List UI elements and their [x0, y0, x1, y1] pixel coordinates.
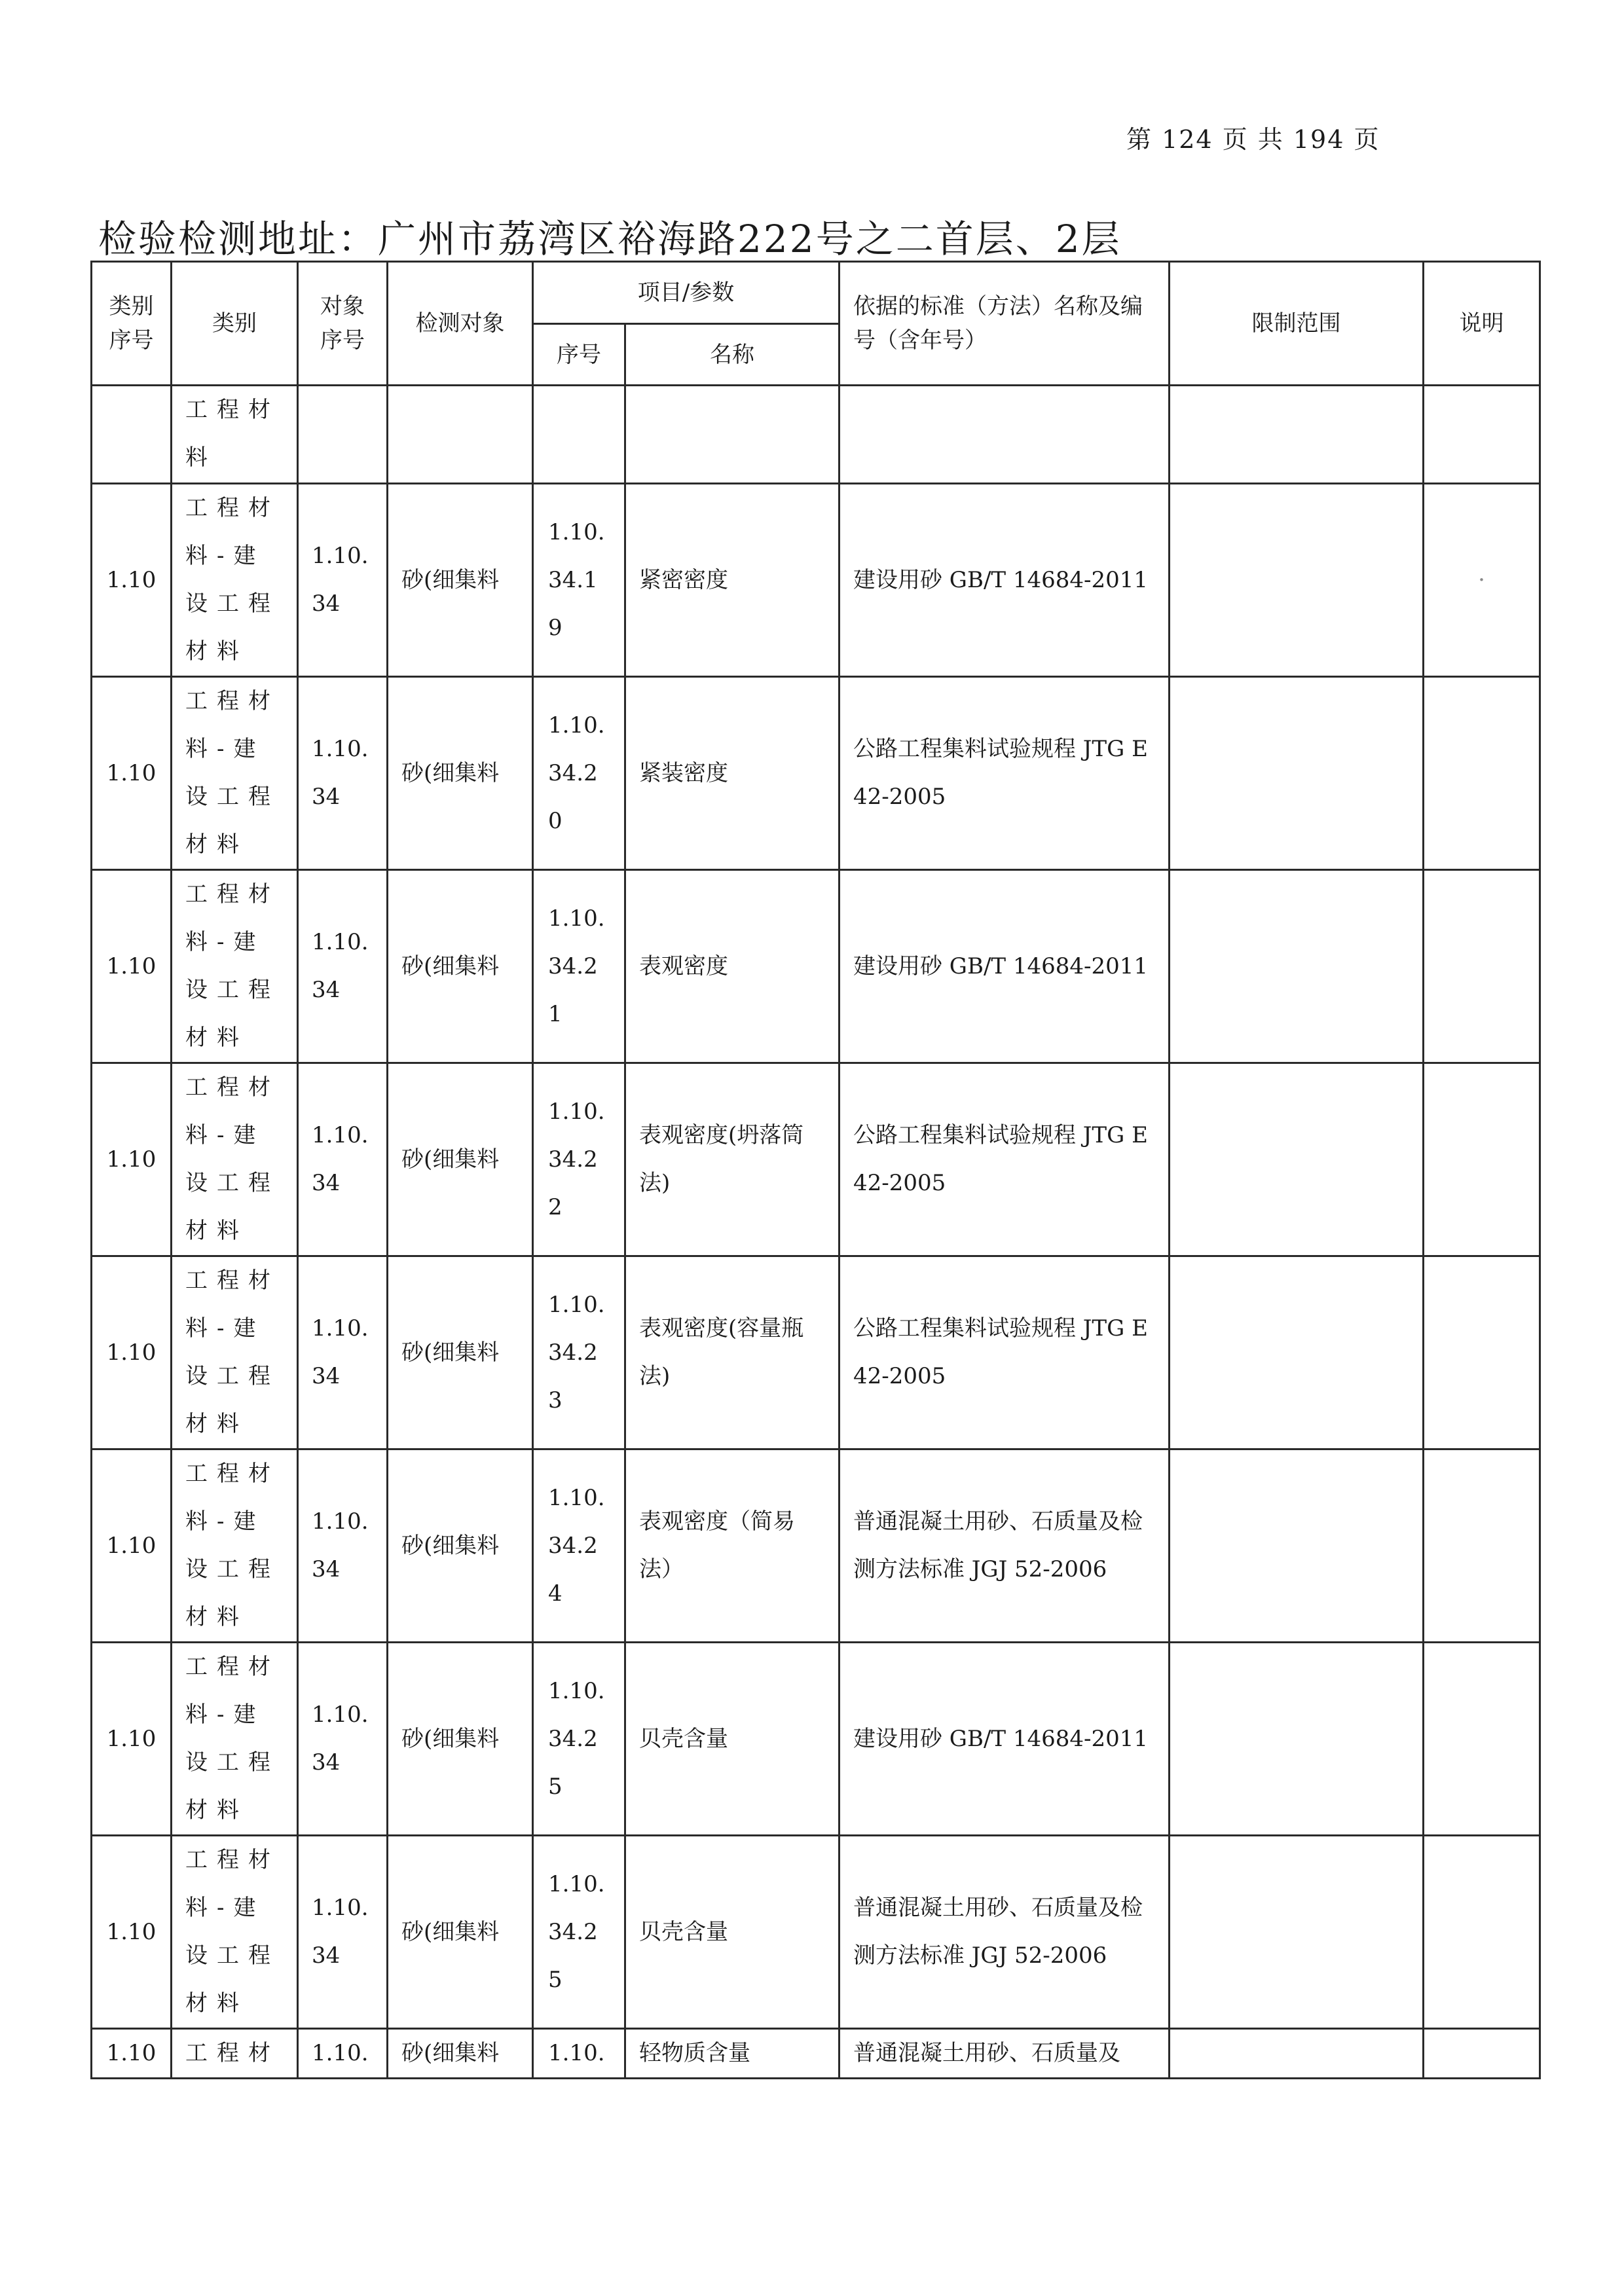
- header-category: 类别: [172, 262, 298, 386]
- table-row: [92, 1256, 1540, 1449]
- cell-category-seq: 1.10: [92, 1449, 172, 1643]
- cell-note: [1424, 2029, 1540, 2079]
- cell-seq: 1.10.34.21: [533, 870, 625, 1063]
- cell-empty: [1170, 386, 1424, 484]
- header-name: 名称: [625, 324, 840, 386]
- cell-empty: [298, 386, 388, 484]
- cell-category: 工程材料-建设工程材料: [172, 1256, 298, 1449]
- cell-category: 工程材料-建设工程材料: [172, 1449, 298, 1643]
- cell-note: [1424, 677, 1540, 870]
- table-row: [92, 677, 1540, 870]
- cell-standard: 公路工程集料试验规程 JTG E42-2005: [840, 1256, 1170, 1449]
- cell-category-seq: 1.10: [92, 1836, 172, 2029]
- cell-standard: 普通混凝土用砂、石质量及检测方法标准 JGJ 52-2006: [840, 1449, 1170, 1643]
- cell-test-object: 砂(细集料: [388, 484, 533, 677]
- cell-object-seq: 1.10.34: [298, 870, 388, 1063]
- table-row: [92, 1836, 1540, 2029]
- cell-empty: [1424, 386, 1540, 484]
- cell-name: 表观密度（简易法）: [625, 1449, 840, 1643]
- cell-seq: 1.10.34.24: [533, 1449, 625, 1643]
- table-row-tail: [92, 2029, 1540, 2079]
- cell-limit: [1170, 677, 1424, 870]
- cell-test-object: 砂(细集料: [388, 2029, 533, 2079]
- cell-name: 表观密度(坍落筒法): [625, 1063, 840, 1256]
- cell-standard: 建设用砂 GB/T 14684-2011: [840, 870, 1170, 1063]
- cell-name: 贝壳含量: [625, 1836, 840, 2029]
- cell-test-object: 砂(细集料: [388, 1063, 533, 1256]
- cell-standard: 建设用砂 GB/T 14684-2011: [840, 484, 1170, 677]
- cell-note: [1424, 1449, 1540, 1643]
- address-title: 检验检测地址：广州市荔湾区裕海路222号之二首层、2层: [98, 217, 1122, 261]
- cell-standard: 普通混凝土用砂、石质量及: [840, 2029, 1170, 2079]
- cell-limit: [1170, 1836, 1424, 2029]
- cell-seq: 1.10.: [533, 2029, 625, 2079]
- cell-limit: [1170, 2029, 1424, 2079]
- cell-limit: [1170, 1643, 1424, 1836]
- cell-test-object: 砂(细集料: [388, 1836, 533, 2029]
- cell-test-object: 砂(细集料: [388, 677, 533, 870]
- cell-standard: 公路工程集料试验规程 JTG E42-2005: [840, 677, 1170, 870]
- cell-note: [1424, 1063, 1540, 1256]
- header-seq: 序号: [533, 324, 625, 386]
- header-row-1: [92, 262, 1540, 324]
- cell-empty: [388, 386, 533, 484]
- cell-category: 工程材料-建设工程材料: [172, 1836, 298, 2029]
- cell-limit: [1170, 870, 1424, 1063]
- cell-object-seq: 1.10.34: [298, 484, 388, 677]
- cell-test-object: 砂(细集料: [388, 1643, 533, 1836]
- page-number: 第 124 页 共 194 页: [1126, 125, 1380, 154]
- cell-object-seq: 1.10.34: [298, 1256, 388, 1449]
- cell-category: 工程材: [172, 2029, 298, 2079]
- cell-object-seq: 1.10.34: [298, 1449, 388, 1643]
- cell-category: 工程材料-建设工程材料: [172, 1063, 298, 1256]
- cell-empty: [533, 386, 625, 484]
- cell-seq: 1.10.34.19: [533, 484, 625, 677]
- header-test-object: 检测对象: [388, 262, 533, 386]
- cell-category-seq: 1.10: [92, 1063, 172, 1256]
- table-row: [92, 1063, 1540, 1256]
- cell-name: 表观密度: [625, 870, 840, 1063]
- cell-empty: [92, 386, 172, 484]
- cell-category: 工程材料: [172, 386, 298, 484]
- cell-name: 紧装密度: [625, 677, 840, 870]
- cell-name: 表观密度(容量瓶法): [625, 1256, 840, 1449]
- cell-seq: 1.10.34.20: [533, 677, 625, 870]
- cell-note: [1424, 1643, 1540, 1836]
- cell-seq: 1.10.34.25: [533, 1643, 625, 1836]
- cell-note: [1424, 1256, 1540, 1449]
- table-row: [92, 484, 1540, 677]
- cell-category-seq: 1.10: [92, 2029, 172, 2079]
- cell-category: 工程材料-建设工程材料: [172, 484, 298, 677]
- cell-limit: [1170, 1063, 1424, 1256]
- header-standard: 依据的标准（方法）名称及编号（含年号）: [840, 262, 1170, 386]
- cell-note: ·: [1424, 484, 1540, 677]
- cell-category: 工程材料-建设工程材料: [172, 870, 298, 1063]
- cell-limit: [1170, 484, 1424, 677]
- cell-limit: [1170, 1256, 1424, 1449]
- cell-object-seq: 1.10.34: [298, 677, 388, 870]
- cell-object-seq: 1.10.34: [298, 1643, 388, 1836]
- cell-empty: [625, 386, 840, 484]
- table-row: [92, 870, 1540, 1063]
- cell-test-object: 砂(细集料: [388, 1256, 533, 1449]
- cell-category-seq: 1.10: [92, 484, 172, 677]
- header-limit: 限制范围: [1170, 262, 1424, 386]
- cell-category: 工程材料-建设工程材料: [172, 1643, 298, 1836]
- cell-standard: 普通混凝土用砂、石质量及检测方法标准 JGJ 52-2006: [840, 1836, 1170, 2029]
- cell-standard: 建设用砂 GB/T 14684-2011: [840, 1643, 1170, 1836]
- cell-empty: [840, 386, 1170, 484]
- header-object-seq: 对象序号: [298, 262, 388, 386]
- cell-test-object: 砂(细集料: [388, 1449, 533, 1643]
- cell-category-seq: 1.10: [92, 870, 172, 1063]
- cell-category-seq: 1.10: [92, 677, 172, 870]
- cell-test-object: 砂(细集料: [388, 870, 533, 1063]
- cell-note: [1424, 1836, 1540, 2029]
- cell-category: 工程材料-建设工程材料: [172, 677, 298, 870]
- continuation-row: [92, 386, 1540, 484]
- cell-object-seq: 1.10.34: [298, 1063, 388, 1256]
- cell-name: 紧密密度: [625, 484, 840, 677]
- cell-object-seq: 1.10.34: [298, 1836, 388, 2029]
- cell-seq: 1.10.34.23: [533, 1256, 625, 1449]
- cell-limit: [1170, 1449, 1424, 1643]
- table-row: [92, 1449, 1540, 1643]
- scope-table: [90, 261, 1541, 2079]
- cell-category-seq: 1.10: [92, 1256, 172, 1449]
- header-category-seq: 类别序号: [92, 262, 172, 386]
- cell-standard: 公路工程集料试验规程 JTG E42-2005: [840, 1063, 1170, 1256]
- cell-seq: 1.10.34.22: [533, 1063, 625, 1256]
- cell-name: 贝壳含量: [625, 1643, 840, 1836]
- header-note: 说明: [1424, 262, 1540, 386]
- cell-name: 轻物质含量: [625, 2029, 840, 2079]
- cell-category-seq: 1.10: [92, 1643, 172, 1836]
- cell-note: [1424, 870, 1540, 1063]
- header-item-param: 项目/参数: [533, 262, 840, 324]
- cell-seq: 1.10.34.25: [533, 1836, 625, 2029]
- table-row: [92, 1643, 1540, 1836]
- cell-object-seq: 1.10.: [298, 2029, 388, 2079]
